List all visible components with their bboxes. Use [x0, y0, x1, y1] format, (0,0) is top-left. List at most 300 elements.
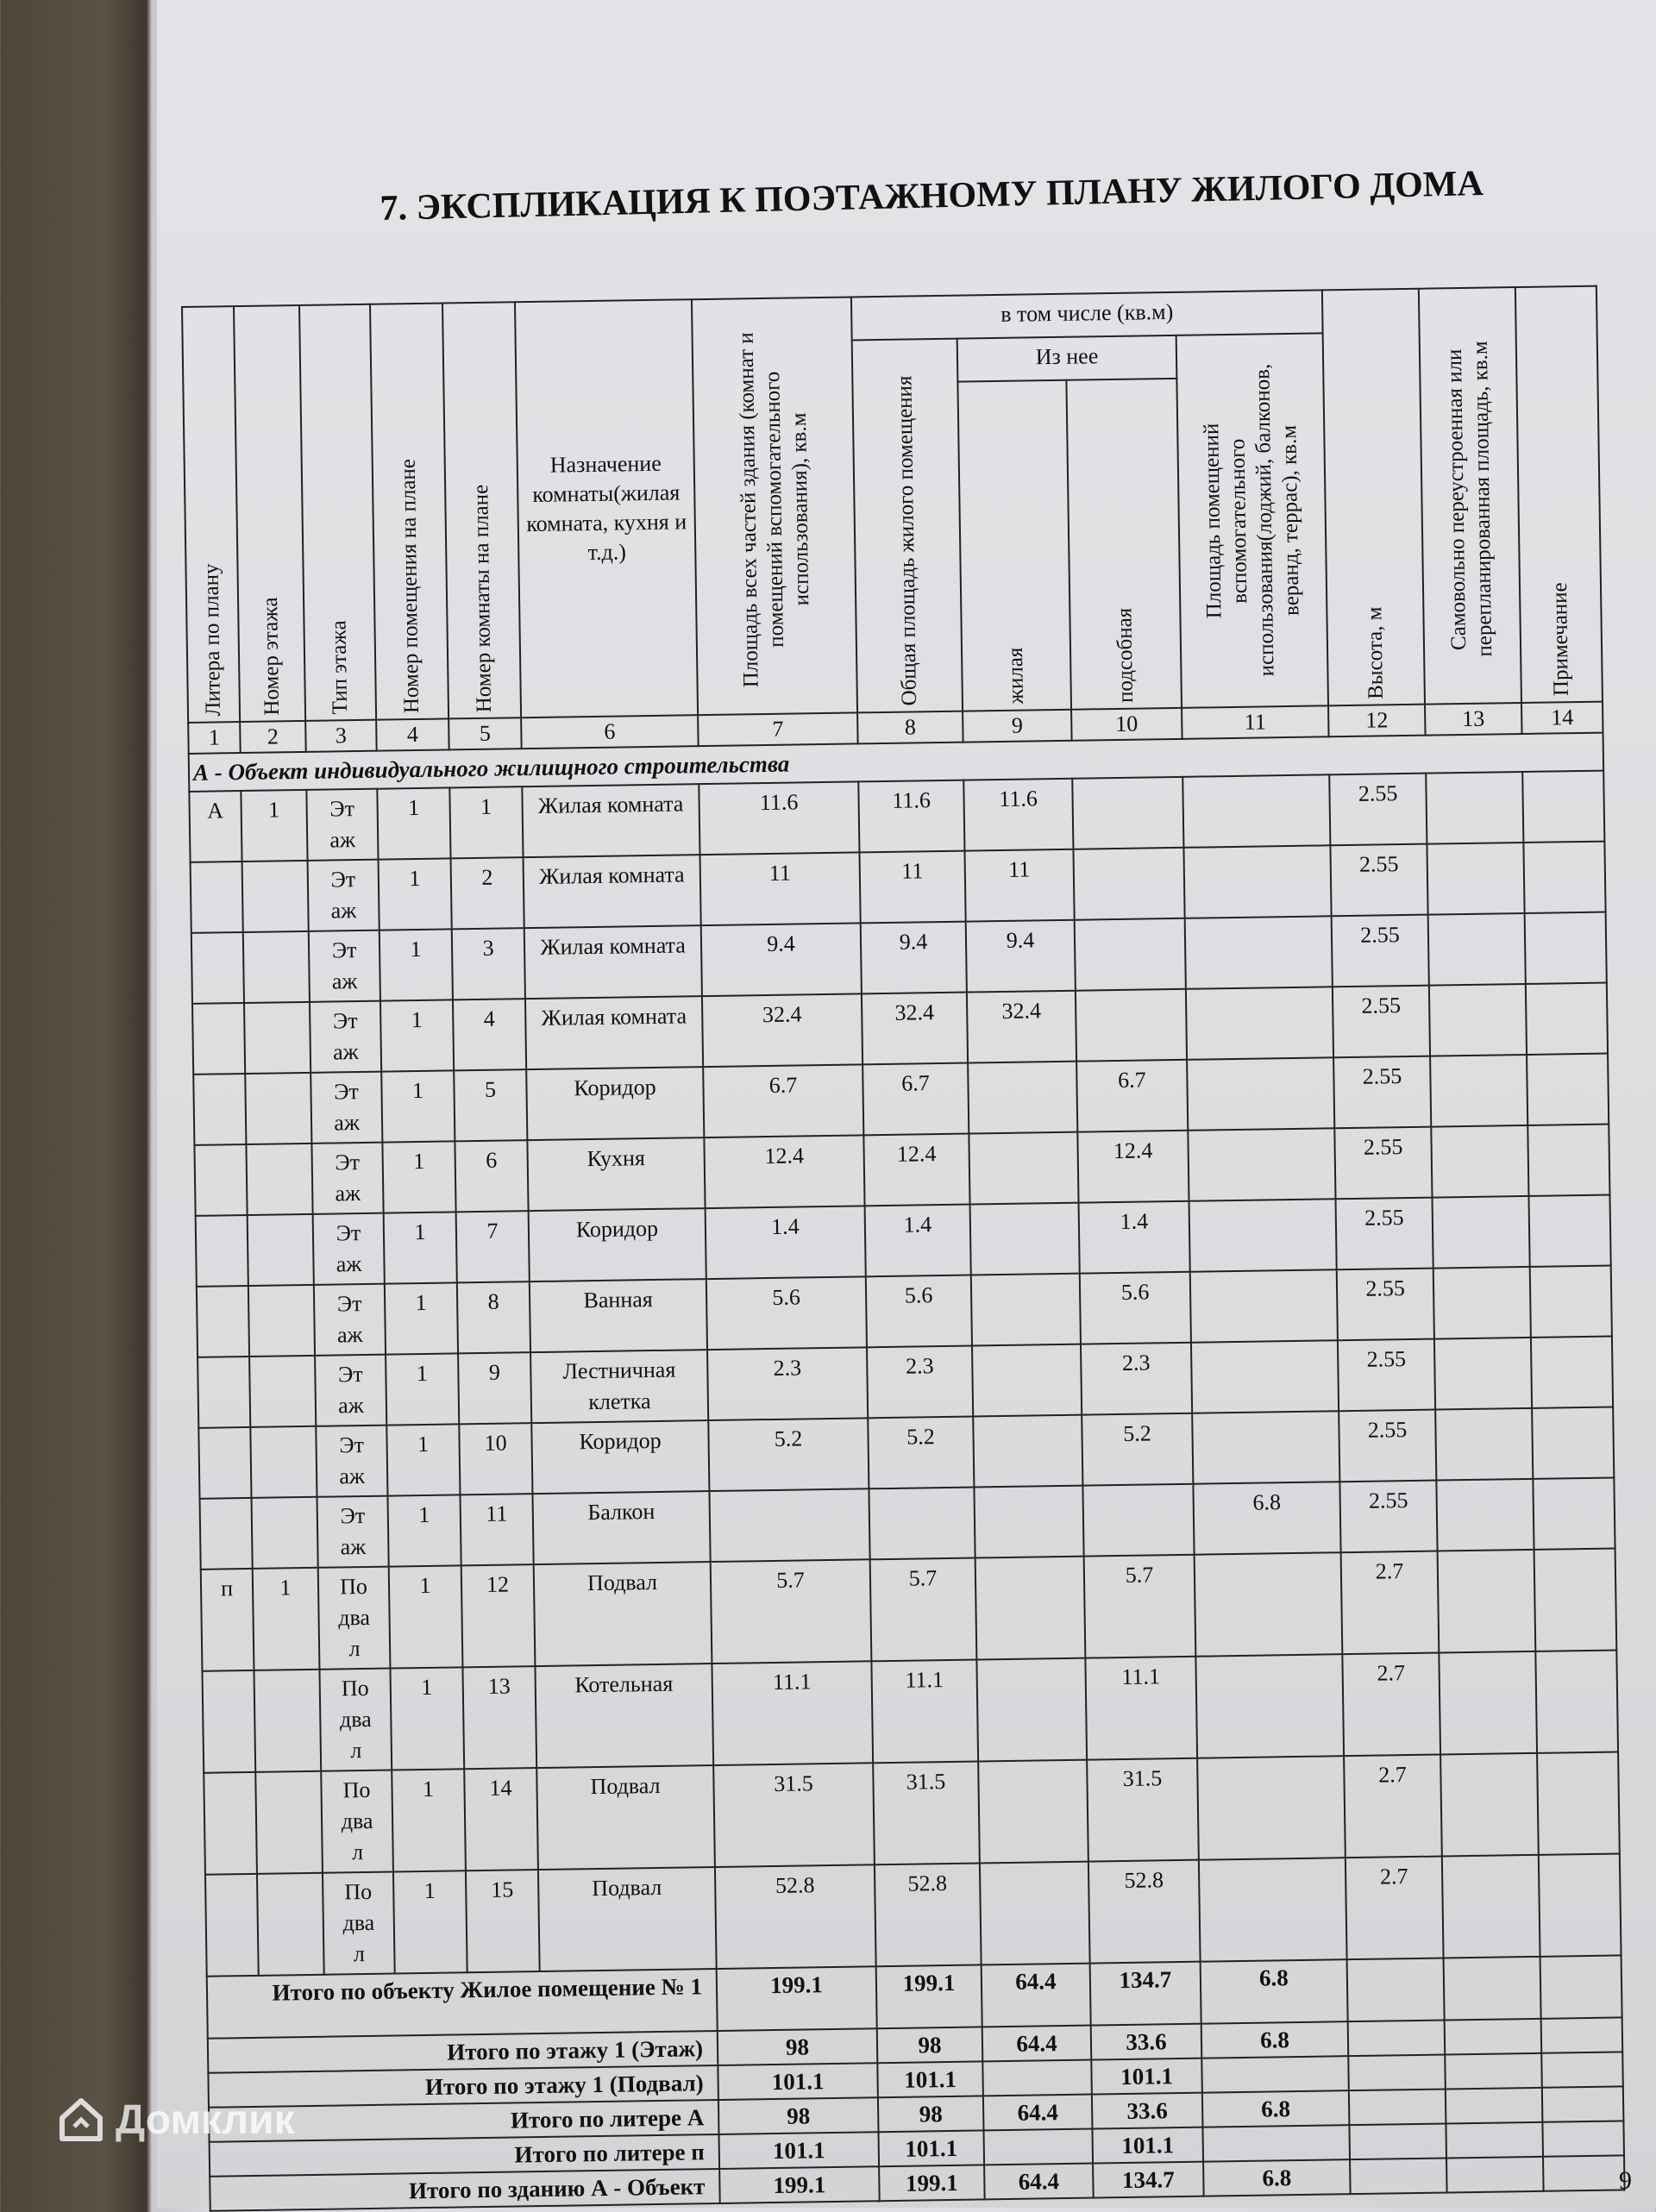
col-number: 5: [448, 717, 522, 749]
cell-height: 2.55: [1334, 1127, 1432, 1200]
header-floor-type: Тип этажа: [299, 304, 376, 721]
cell-litera: [204, 1772, 257, 1875]
total-label: Итого по литере п: [210, 2134, 720, 2177]
total-empty-cell: [1542, 2086, 1624, 2121]
total-living: [983, 2129, 1093, 2165]
total-living: 64.4: [983, 2095, 1093, 2131]
cell-living: [973, 1415, 1082, 1488]
cell-aux: [1076, 989, 1187, 1062]
total-living: 64.4: [982, 2026, 1092, 2062]
cell-litera: [192, 1003, 245, 1075]
cell-total: 12.4: [863, 1134, 969, 1206]
cell-total: 5.7: [870, 1558, 977, 1662]
floor-type-text: Подвал: [342, 1878, 375, 1967]
cell-note: [1533, 1478, 1615, 1550]
total-label: Итого по объекту Жилое помещение № 1: [207, 1969, 718, 2039]
total-empty-cell: [1542, 2121, 1624, 2156]
cell-rebuilt: [1435, 1408, 1533, 1481]
cell-auxuse: [1197, 1756, 1346, 1860]
cell-room: 9: [458, 1352, 531, 1424]
cell-auxuse: [1182, 774, 1330, 848]
cell-height: 2.55: [1329, 774, 1427, 846]
cell-height: 2.55: [1338, 1339, 1435, 1412]
cell-room: 4: [453, 999, 526, 1070]
cell-aux: [1073, 848, 1184, 920]
cell-litera: [198, 1357, 250, 1428]
cell-litera: [200, 1498, 253, 1570]
cell-rebuilt: [1436, 1479, 1534, 1551]
cell-note: [1522, 771, 1604, 843]
header-floor-number: Номер этажа: [234, 305, 305, 722]
cell-note: [1527, 1054, 1609, 1125]
cell-purpose: Лестничная клетка: [530, 1350, 708, 1423]
cell-living: [971, 1274, 1081, 1346]
cell-living: [975, 1557, 1086, 1660]
cell-height: 2.7: [1346, 1857, 1444, 1960]
total-empty-cell: [1445, 2019, 1542, 2055]
cell-aux: 1.4: [1079, 1201, 1190, 1274]
total-empty-cell: [1541, 2017, 1623, 2052]
cell-prem: 1: [380, 999, 454, 1071]
total-area: 199.1: [719, 2166, 880, 2203]
cell-area: 6.7: [703, 1064, 863, 1137]
cell-note: [1527, 1125, 1609, 1196]
cell-type: [308, 860, 380, 931]
cell-floor: 1: [253, 1568, 320, 1670]
cell-room: 14: [464, 1768, 538, 1870]
cell-rebuilt: [1431, 1125, 1528, 1198]
cell-type: [318, 1567, 391, 1670]
cell-living: 32.4: [967, 991, 1076, 1063]
cell-note: [1537, 1751, 1620, 1854]
cell-prem: 1: [389, 1565, 463, 1668]
col-number: 8: [857, 711, 963, 744]
cell-purpose: Коридор: [529, 1208, 706, 1281]
floor-type-text: Подвал: [339, 1675, 372, 1764]
cell-living: [974, 1486, 1083, 1558]
total-label: Итого по зданию А - Объект: [210, 2169, 720, 2211]
cell-total: 31.5: [873, 1761, 980, 1864]
floor-type-text: Этаж: [336, 1291, 363, 1348]
total-total: 199.1: [876, 1964, 982, 2028]
cell-note: [1534, 1548, 1617, 1651]
cell-note: [1525, 912, 1607, 984]
cell-floor: [255, 1771, 323, 1874]
header-including-group: в том числе (кв.м): [851, 290, 1323, 340]
cell-prem: 1: [384, 1212, 457, 1283]
total-empty-cell: [1444, 1957, 1541, 2021]
cell-prem: 1: [392, 1769, 466, 1871]
cell-aux: [1072, 777, 1183, 849]
cell-area: 5.6: [706, 1276, 867, 1350]
cell-rebuilt: [1426, 772, 1523, 844]
total-empty-cell: [1445, 2053, 1542, 2090]
cell-room: 5: [454, 1069, 527, 1141]
cell-area: 11.6: [699, 781, 859, 855]
cell-type: [311, 1143, 383, 1214]
cell-floor: 1: [241, 790, 307, 862]
col-number: 11: [1182, 705, 1329, 739]
cell-height: 2.55: [1337, 1269, 1434, 1341]
floor-type-text: Этаж: [336, 1220, 362, 1277]
cell-aux: [1075, 918, 1186, 991]
cell-aux: 5.7: [1084, 1555, 1196, 1658]
floor-type-text: Этаж: [329, 796, 356, 853]
cell-auxuse: [1187, 1057, 1334, 1131]
cell-rebuilt: [1440, 1753, 1539, 1857]
floor-type-text: Этаж: [335, 1150, 361, 1206]
cell-rebuilt: [1442, 1855, 1540, 1958]
header-area-all: Площадь всех частей здания (комнат и помещений вспомогательного использования), кв.м: [692, 297, 857, 715]
section-label: А - Объект индивидуального жилищного строительства: [189, 733, 1604, 792]
cell-note: [1532, 1407, 1614, 1479]
cell-note: [1535, 1650, 1618, 1752]
cell-purpose: Подвал: [534, 1562, 712, 1666]
total-auxuse: 6.8: [1201, 1959, 1348, 2024]
cell-floor: [252, 1497, 318, 1569]
cell-room: 8: [457, 1281, 530, 1353]
cell-total: 11.1: [871, 1659, 978, 1763]
cell-area: 32.4: [702, 993, 862, 1067]
cell-purpose: Жилая комната: [524, 925, 702, 999]
floor-type-text: Этаж: [337, 1362, 364, 1419]
cell-area: 9.4: [701, 923, 862, 996]
col-number: 4: [376, 718, 449, 750]
cell-purpose: Подвал: [536, 1765, 715, 1870]
cell-purpose: Котельная: [535, 1664, 713, 1768]
cell-purpose: Ванная: [530, 1279, 707, 1352]
total-area: 101.1: [719, 2132, 880, 2169]
page-title: 7. ЭКСПЛИКАЦИЯ К ПОЭТАЖНОМУ ПЛАНУ ЖИЛОГО ДОМА: [380, 163, 1484, 229]
cell-auxuse: [1186, 987, 1333, 1060]
cell-room: 2: [451, 857, 524, 929]
col-number: 1: [188, 722, 241, 754]
total-label: Итого по этажу 1 (Этаж): [208, 2031, 718, 2073]
cell-room: 6: [455, 1140, 528, 1212]
cell-height: 2.55: [1333, 1056, 1431, 1129]
cell-room: 1: [449, 786, 523, 858]
cell-living: [972, 1344, 1082, 1417]
cell-room: 15: [466, 1870, 540, 1972]
cell-litera: [198, 1427, 251, 1499]
cell-auxuse: [1191, 1340, 1339, 1413]
cell-living: [980, 1862, 1090, 1965]
cell-height: 2.55: [1339, 1410, 1436, 1482]
cell-type: [317, 1496, 389, 1568]
cell-litera: [197, 1286, 249, 1357]
cell-type: [315, 1355, 386, 1426]
cell-auxuse: [1188, 1128, 1335, 1201]
cell-area: 5.7: [711, 1559, 872, 1664]
cell-aux: 2.3: [1081, 1343, 1192, 1415]
cell-total: 11: [859, 851, 965, 924]
cell-living: 9.4: [966, 920, 1076, 993]
cell-type: [306, 789, 378, 861]
cell-prem: 1: [385, 1282, 458, 1354]
cell-rebuilt: [1438, 1550, 1536, 1653]
cell-living: [976, 1658, 1087, 1762]
cell-prem: 1: [390, 1667, 464, 1770]
total-auxuse: 6.8: [1203, 2159, 1351, 2196]
floor-type-text: Этаж: [334, 1079, 361, 1136]
cell-rebuilt: [1439, 1651, 1537, 1755]
total-total: 101.1: [878, 2130, 984, 2166]
cell-rebuilt: [1430, 1055, 1527, 1127]
cell-area: 52.8: [715, 1864, 876, 1969]
cell-height: 2.7: [1341, 1551, 1440, 1655]
cell-total: 6.7: [862, 1063, 969, 1136]
total-empty-cell: [1446, 2122, 1543, 2159]
total-area: 98: [718, 2097, 879, 2134]
cell-note: [1531, 1337, 1613, 1408]
cell-room: 13: [462, 1666, 536, 1769]
cell-floor: [242, 861, 309, 932]
floor-type-text: Подвал: [341, 1776, 373, 1865]
cell-floor: [246, 1144, 312, 1215]
cell-note: [1539, 1853, 1622, 1956]
cell-auxuse: [1190, 1269, 1338, 1343]
cell-room: 7: [456, 1211, 530, 1282]
total-auxuse: [1202, 2125, 1350, 2162]
cell-height: 2.7: [1344, 1755, 1442, 1858]
watermark-text: Домклик: [116, 2096, 295, 2143]
cell-rebuilt: [1434, 1338, 1532, 1410]
cell-height: 2.55: [1332, 915, 1429, 987]
header-note: Примечание: [1515, 286, 1603, 703]
header-room-number: Номер комнаты на плане: [442, 302, 521, 718]
cell-area: 11: [700, 852, 861, 925]
total-empty-cell: [1349, 2123, 1446, 2159]
total-area: 101.1: [718, 2063, 878, 2100]
cell-purpose: Кухня: [527, 1137, 705, 1211]
cell-living: [969, 1132, 1078, 1205]
cell-room: 12: [461, 1564, 536, 1667]
header-height: Высота, м: [1322, 289, 1425, 706]
col-number: 9: [963, 710, 1072, 743]
total-aux: 101.1: [1091, 2058, 1202, 2095]
cell-room: 11: [460, 1494, 533, 1565]
cell-total: 9.4: [861, 922, 967, 994]
explication-table: [181, 285, 1626, 2212]
cell-purpose: Коридор: [531, 1420, 709, 1494]
cell-note: [1523, 842, 1605, 913]
cell-auxuse: [1189, 1199, 1337, 1272]
cell-prem: 1: [393, 1870, 467, 1973]
cell-area: 11.1: [712, 1661, 873, 1765]
col-number: 6: [521, 715, 699, 749]
cell-total: 32.4: [862, 993, 968, 1065]
total-living: 64.4: [984, 2164, 1094, 2200]
cell-area: 5.2: [708, 1418, 869, 1491]
cell-floor: [244, 1002, 310, 1074]
cell-floor: [248, 1285, 315, 1357]
cell-aux: 52.8: [1088, 1860, 1201, 1964]
cell-room: 10: [459, 1423, 532, 1495]
col-number: 7: [698, 712, 858, 746]
total-empty-cell: [1347, 1958, 1445, 2021]
total-empty-cell: [1446, 2157, 1544, 2193]
total-auxuse: [1201, 2056, 1349, 2093]
cell-total: [869, 1488, 975, 1560]
house-logo-icon: [55, 2094, 107, 2146]
cell-aux: 5.2: [1082, 1413, 1193, 1486]
col-number: 10: [1071, 708, 1182, 741]
total-empty-cell: [1348, 2020, 1446, 2056]
col-number: 3: [305, 720, 377, 752]
cell-litera: [205, 1874, 259, 1977]
cell-area: [709, 1488, 869, 1562]
col-number: 13: [1425, 703, 1522, 736]
cell-purpose: Жилая комната: [525, 996, 703, 1069]
cell-prem: 1: [379, 858, 452, 930]
cell-total: 2.3: [867, 1346, 973, 1419]
cell-rebuilt: [1428, 913, 1526, 986]
header-premises-number: Номер помещения на плане: [370, 304, 448, 720]
total-empty-cell: [1349, 2089, 1446, 2125]
cell-auxuse: 6.8: [1193, 1482, 1340, 1555]
page-number: 9: [1619, 2166, 1632, 2195]
cell-note: [1526, 983, 1608, 1055]
cell-aux: 12.4: [1077, 1131, 1189, 1203]
total-aux: 33.6: [1091, 2024, 1202, 2060]
cell-total: 52.8: [875, 1863, 982, 1966]
cell-aux: 6.7: [1076, 1060, 1188, 1132]
header-living: жилая: [957, 380, 1071, 711]
cell-purpose: Коридор: [526, 1067, 704, 1140]
floor-type-text: Этаж: [339, 1432, 366, 1489]
header-purpose: Назначение комнаты(жилая комната, кухня и т.д.): [515, 299, 698, 717]
cell-auxuse: [1192, 1411, 1339, 1484]
cell-aux: 11.1: [1085, 1657, 1197, 1760]
cell-height: 2.55: [1339, 1481, 1437, 1553]
cell-type: [310, 1072, 382, 1144]
cell-auxuse: [1195, 1654, 1344, 1758]
cell-aux: 31.5: [1087, 1758, 1199, 1862]
floor-type-text: Этаж: [332, 1008, 359, 1065]
cell-area: 12.4: [704, 1135, 864, 1208]
cell-height: 2.7: [1342, 1653, 1440, 1757]
cell-purpose: Жилая комната: [524, 855, 701, 928]
header-of-which: Из нее: [957, 335, 1177, 382]
floor-type-text: Этаж: [331, 937, 358, 994]
cell-floor: [249, 1356, 316, 1427]
cell-auxuse: [1199, 1858, 1347, 1962]
cell-purpose: Балкон: [532, 1491, 710, 1564]
cell-living: 11: [964, 849, 1074, 922]
total-aux: 134.7: [1090, 1962, 1201, 2026]
col-number: 14: [1521, 702, 1603, 734]
cell-type: [321, 1770, 393, 1873]
cell-prem: 1: [387, 1495, 461, 1566]
cell-note: [1530, 1266, 1612, 1338]
cell-type: [309, 931, 380, 1002]
total-total: 101.1: [877, 2061, 983, 2097]
total-auxuse: 6.8: [1201, 2021, 1349, 2058]
cell-living: [970, 1203, 1080, 1275]
cell-note: [1529, 1195, 1611, 1267]
cell-rebuilt: [1429, 984, 1527, 1056]
cell-floor: [245, 1073, 311, 1144]
header-rebuilt-area: Самовольно переустроенная или перепланированная площадь, кв.м: [1419, 287, 1521, 705]
cell-area: 31.5: [713, 1763, 875, 1867]
header-aux-use-area: Площадь помещений вспомогательного использования(лоджий, балконов, веранд, террас), кв.м: [1176, 333, 1328, 707]
total-aux: 134.7: [1093, 2162, 1204, 2198]
total-empty-cell: [1543, 2155, 1625, 2190]
cell-auxuse: [1195, 1552, 1343, 1657]
header-litera: Литера по плану: [182, 306, 240, 723]
total-empty-cell: [1446, 2088, 1543, 2124]
header-auxiliary: подсобная: [1066, 379, 1182, 710]
col-number: 12: [1328, 705, 1426, 737]
cell-prem: 1: [377, 787, 450, 859]
cell-height: 2.55: [1336, 1198, 1433, 1270]
cell-litera: [196, 1215, 248, 1287]
cell-type: [323, 1872, 395, 1975]
cell-aux: 5.6: [1080, 1272, 1191, 1344]
cell-prem: 1: [381, 1070, 455, 1142]
total-total: 199.1: [879, 2165, 985, 2201]
cell-prem: 1: [386, 1424, 460, 1495]
cell-height: 2.55: [1333, 986, 1430, 1058]
cell-rebuilt: [1433, 1196, 1530, 1269]
cell-prem: 1: [380, 929, 453, 1000]
cell-living: [968, 1062, 1077, 1134]
cell-rebuilt: [1427, 843, 1524, 915]
total-empty-cell: [1541, 2052, 1623, 2087]
total-living: [982, 2060, 1092, 2096]
cell-purpose: Жилая комната: [522, 784, 699, 857]
cell-litera: [191, 932, 244, 1004]
total-empty-cell: [1350, 2158, 1447, 2194]
cell-area: 2.3: [707, 1347, 868, 1420]
cell-floor: [243, 931, 310, 1003]
cell-litera: А: [189, 791, 242, 862]
domclick-watermark: [55, 2094, 295, 2146]
cell-auxuse: [1183, 845, 1331, 918]
cell-type: [310, 1001, 381, 1073]
cell-floor: [254, 1670, 321, 1772]
cell-auxuse: [1185, 916, 1333, 989]
total-total: 98: [878, 2096, 984, 2132]
total-empty-cell: [1348, 2054, 1446, 2090]
cell-type: [316, 1426, 387, 1497]
total-area: 199.1: [717, 1966, 877, 2031]
total-living: 64.4: [982, 1964, 1091, 2027]
cell-prem: 1: [382, 1141, 455, 1213]
cell-litera: [193, 1074, 246, 1145]
total-auxuse: 6.8: [1202, 2090, 1350, 2127]
total-empty-cell: [1540, 1955, 1622, 2018]
cell-litera: [202, 1670, 255, 1773]
cell-room: 3: [452, 928, 525, 999]
cell-total: 11.6: [858, 780, 964, 853]
cell-floor: [248, 1214, 314, 1286]
cell-prem: 1: [386, 1353, 459, 1425]
total-area: 98: [718, 2028, 878, 2065]
cell-rebuilt: [1433, 1267, 1531, 1339]
floor-type-text: Этаж: [330, 867, 357, 924]
cell-floor: [257, 1873, 324, 1976]
total-total: 98: [877, 2027, 983, 2063]
cell-floor: [250, 1426, 317, 1498]
cell-aux: [1082, 1484, 1194, 1557]
floor-type-text: Этаж: [340, 1502, 367, 1560]
total-aux: 101.1: [1092, 2127, 1203, 2164]
cell-litera: п: [201, 1569, 254, 1671]
header-total-area: Общая площадь жилого помещения: [852, 339, 963, 713]
total-aux: 33.6: [1092, 2093, 1203, 2129]
cell-height: 2.55: [1330, 844, 1427, 917]
